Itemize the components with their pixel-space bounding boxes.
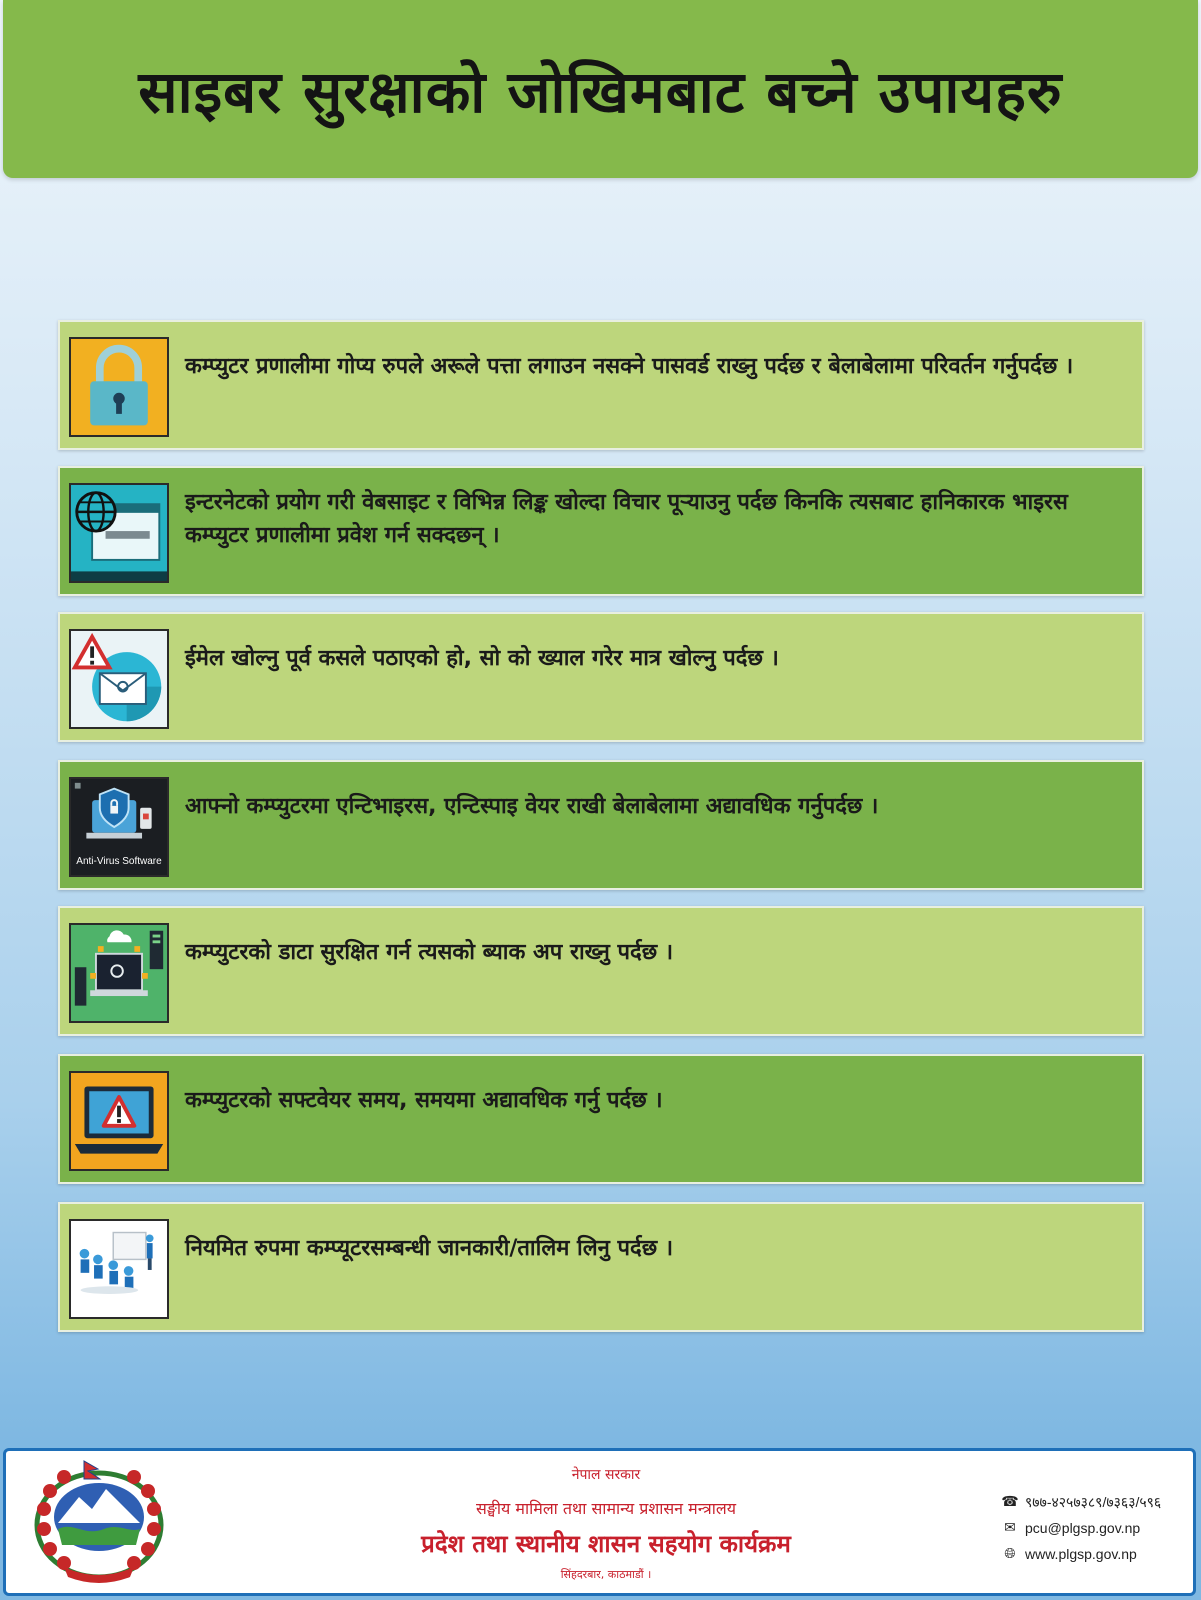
ministry-name: सङ्घीय मामिला तथा सामान्य प्रशासन मन्त्रालय <box>475 1499 737 1518</box>
page-header <box>3 0 1198 178</box>
tip-card-antivirus <box>58 760 1144 890</box>
tip-card-backup <box>58 906 1144 1036</box>
tip-text: इन्टरनेटको प्रयोग गरी वेबसाइट र विभिन्न लिङ्क खोल्दा विचार पूऱ्याउनु पर्दछ किनकि त्यसबाट हानिकारक भाइरस कम्प्युटर प्रणालीमा प्रवेश गर्न सक्दछन् । <box>185 490 1068 548</box>
tip-text: कम्प्युटरको डाटा सुरक्षित गर्न त्यसको ब्याक अप राख्नु पर्दछ । <box>185 940 674 965</box>
padlock-icon <box>69 337 169 437</box>
tip-card-email <box>58 612 1144 742</box>
phone-row <box>1001 1489 1161 1515</box>
tip-text: आफ्नो कम्प्युटरमा एन्टिभाइरस, एन्टिस्पाइ वेयर राखी बेलाबेलामा अद्यावधिक गर्नुपर्दछ । <box>185 794 879 819</box>
antivirus-icon <box>69 777 169 877</box>
program-name: प्रदेश तथा स्थानीय शासन सहयोग कार्यक्रम <box>421 1530 791 1558</box>
tip-card-training <box>58 1202 1144 1332</box>
website-link[interactable]: www.plgsp.gov.np <box>1025 1546 1137 1562</box>
footer <box>3 1448 1196 1596</box>
website-row[interactable] <box>1001 1541 1161 1567</box>
phone-number: ९७७-४२५७३८९/७३६३/५९६ <box>1025 1494 1162 1510</box>
tip-text: नियमित रुपमा कम्प्यूटरसम्बन्धी जानकारी/तालिम लिनु पर्दछ । <box>185 1236 674 1261</box>
training-icon <box>69 1219 169 1319</box>
data-backup-icon <box>69 923 169 1023</box>
page-title: साइबर सुरक्षाको जोखिमबाट बच्ने उपायहरु <box>138 57 1063 126</box>
tip-text: कम्प्युटरको सफ्टवेयर समय, समयमा अद्यावधिक गर्नु पर्दछ । <box>185 1088 663 1113</box>
email-link[interactable]: pcu@plgsp.gov.np <box>1025 1520 1141 1536</box>
globe-icon: 🌐︎ <box>1004 1546 1016 1562</box>
email-row[interactable] <box>1001 1515 1161 1541</box>
laptop-warning-icon <box>69 1071 169 1171</box>
government-name: नेपाल सरकार <box>571 1467 641 1483</box>
office-location: सिंहदरबार, काठमाडौं । <box>560 1568 652 1581</box>
nepal-government-emblem <box>24 1459 174 1589</box>
tip-card-software-update <box>58 1054 1144 1184</box>
tip-card-websites <box>58 466 1144 596</box>
tip-text: कम्प्युटर प्रणालीमा गोप्य रुपले अरूले पत्ता लगाउन नसक्ने पासवर्ड राख्नु पर्दछ र बेलाबेलामा परिवर्तन गर्नुपर्दछ । <box>185 354 1074 379</box>
envelope-icon: ✉ <box>1004 1520 1016 1536</box>
icon-caption: Anti-Virus Software <box>76 856 162 867</box>
email-warning-icon <box>69 629 169 729</box>
globe-browser-icon <box>69 483 169 583</box>
tip-card-password <box>58 320 1144 450</box>
tip-text: ईमेल खोल्नु पूर्व कसले पठाएको हो, सो को ख्याल गरेर मात्र खोल्नु पर्दछ । <box>185 646 779 671</box>
contact-info <box>1001 1489 1161 1567</box>
phone-icon: ☎ <box>1001 1494 1019 1510</box>
